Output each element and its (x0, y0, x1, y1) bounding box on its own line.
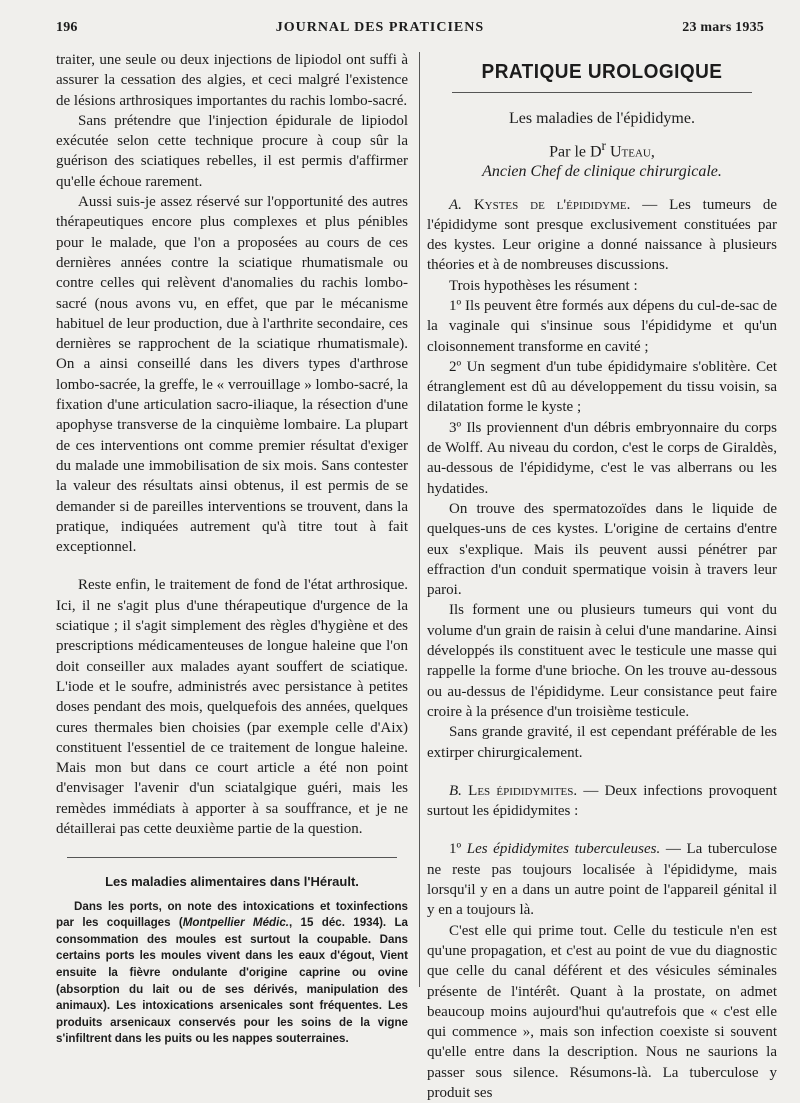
byline-sup: r (601, 137, 606, 153)
section-b-label: B. (449, 782, 462, 799)
note-title: Les maladies alimentaires dans l'Hérault. (105, 874, 359, 890)
section-a-heading: Kystes de l'épididyme. (473, 196, 631, 213)
right-column (427, 50, 777, 1103)
byline (427, 136, 777, 163)
note-divider (67, 857, 397, 858)
byline-prefix: Par le D (549, 142, 602, 160)
paragraph: 1º Ils peuvent être formés aux dépens du cul-de-sac de la vaginale qui s'insinue sous l'épididyme et qu'un cloisonnement transforme en cavité ; (427, 298, 777, 355)
author-name: Uteau, (610, 142, 655, 160)
b1-heading: Les épididymites tuberculeuses. (466, 841, 661, 858)
page-header (56, 14, 764, 42)
paragraph: Trois hypothèses les résument : (449, 277, 638, 294)
paragraph-b1 (427, 839, 777, 920)
paragraph: Sans grande gravité, il est cependant préférable de les extirper chirurgicalement. (427, 724, 777, 761)
note-text-after: , 15 déc. 1934). La consommation des moules est surtout la coupable. Dans certains ports les moules vivent dans les eaux d'égout, Vient ensuite la fièvre ondulante d'origine caprine ou ovine (absorption du lait ou de ses dérivés, manipulation des animaux). Les intoxications arsenicales sont fréquentes. Les produits arsenicaux conservés pour les soins de la vigne s'infiltrent dans les puits ou les nappes souterraines. (56, 916, 408, 1046)
section-title: PRATIQUE UROLOGIQUE (481, 61, 723, 83)
paragraph: Ils forment une ou plusieurs tumeurs qui vont du volume d'un grain de raisin à celui d'une mandarine. Ainsi développés ils constituent avec le testicule une masse qui rappelle la forme d'une brioche. On les trouve au-dessous ou au-dessus de l'épididyme. Leur consistance peut faire croire à la présence d'un troisième testicule. (427, 602, 777, 720)
paragraph: On trouve des spermatozoïdes dans le liquide de quelques-uns de ces kystes. L'origine de certains d'entre eux s'explique. Mais ils peuvent aussi pénétrer par effraction d'un conduit spermatique voisin à travers leur paroi. (427, 500, 777, 599)
section-b-heading: Les épididymites. (468, 782, 578, 799)
paragraph: 3º Ils proviennent d'un débris embryonnaire du corps de Wolff. Au niveau du cordon, c'est le corps de Giraldès, au-dessous de l'épididyme, c'est le vas alberrans ou les hydatides. (427, 419, 777, 497)
paragraph: Reste enfin, le traitement de fond de l'état arthrosique. Ici, il ne s'agit plus d'une thérapeutique d'urgence de la sciatique ; il s'agit simplement des règles d'hygiène et des prescriptions médicamenteuses de longue haleine que l'on doit conseiller aux malades ayant souffert de sciatique. L'iode et le soufre, administrés avec persistance à petites doses pendant des mois, quelquefois des années, quelques cures thermales bien choisies (par exemple celle d'Aix) constituent l'essentiel de ce traitement de longue haleine. Mais mon but dans ce court article a été non point d'envisager l'avenir d'un sciatalgique guéri, mais les remèdes immédiats à apporter à sa souffrance, et je ne détaillerai pas cette deuxième partie de la question. (56, 577, 408, 837)
b1-text: — La tuberculose ne reste pas toujours localisée à l'épididyme, mais lorsqu'il y en a dans un autre point de l'appareil génital il y en a toujours là. (427, 841, 778, 919)
paragraph: Aussi suis-je assez réservé sur l'opportunité des autres thérapeutiques encore plus complexes et plus pénibles pour le malade, que l'on a proposées au cours de ces dernières années contre la sciatique rhumatismale ou contre celles qui relèvent d'anomalies du rachis lombo-sacré (nous avons vu, en effet, que par le mécanisme habituel de leur production, due à l'arthrite secondaire, ces dernières se rapprochent de la sciatique rhumatismale). On a ainsi conseillé dans les divers types d'arthrose lombo-sacrée, la greffe, le « verrouillage » lombo-sacré, la fixation d'une articulation sacro-iliaque, la résection d'une apophyse transverse de la cinquième lombaire. La plupart de ces interventions ont comme premier résultat d'exiger du malade une immobilisation de six mois. Sans contester la valeur des résultats ainsi obtenus, il est permis de se demander si de pareilles interventions se trouvent, dans la pratique, indiquées autrement qu'à titre tout à fait exceptionnel. (56, 194, 408, 556)
author-affiliation: Ancien Chef de clinique chirurgicale. (482, 163, 722, 181)
section-a-label: A. (449, 196, 462, 213)
section-a-text: — Les tumeurs de l'épididyme sont presque exclusivement constituées par des kystes. Leur origine a donné naissance à plusieurs théories et à de nombreuses discussions. (427, 196, 778, 274)
left-column (56, 50, 408, 1048)
paragraph: traiter, une seule ou deux injections de lipiodol ont suffi à assurer la cessation des algies, et ceci malgré l'existence de lésions arthrosiques importantes du rachis lombo-sacré. (56, 52, 408, 109)
note-source: Montpellier Médic. (182, 916, 289, 930)
article-title: Les maladies de l'épididyme. (509, 110, 695, 128)
paragraph-gap (427, 821, 777, 839)
issue-date: 23 mars 1935 (682, 20, 764, 35)
paragraph-b-intro (427, 781, 777, 822)
column-divider (419, 52, 420, 987)
page-number: 196 (56, 20, 78, 35)
journal-title: JOURNAL DES PRATICIENS (275, 20, 485, 35)
paragraph-gap (56, 557, 408, 575)
note-text-before: Dans les ports, on note des intoxications et toxinfections par les coquillages ( (56, 899, 408, 930)
note-body (56, 899, 408, 1048)
paragraph: 2º Un segment d'un tube épididymaire s'oblitère. Cet étranglement est dû au développement du tissu voisin, sa dilatation forme le kyste ; (427, 358, 777, 416)
paragraph-a-intro (427, 195, 777, 276)
paragraph: Sans prétendre que l'injection épidurale de lipiodol exécutée selon cette technique procure à coup sûr la guérison des sciatiques rebelles, il est permis d'affirmer qu'elle échoue rarement. (56, 112, 408, 190)
section-rule (452, 92, 752, 93)
section-b-text: — Deux infections provoquent surtout les épididymites : (427, 782, 778, 820)
b1-number: 1º (449, 841, 462, 858)
paragraph: C'est elle qui prime tout. Celle du testicule n'en est qu'une propagation, et c'est au point de vue du diagnostic que celle du canal déférent et des vésicules séminales présente de l'intérêt. Quant à la prostate, on admet beaucoup moins aujourd'hui qu'autrefois que « c'est elle qui commence », mais son infection coexiste si souvent qu'elle entre dans la description. Nous ne saurions la passer sous silence. Résumons-là. La tuberculose y produit ses (427, 922, 777, 1101)
paragraph-gap (427, 763, 777, 781)
